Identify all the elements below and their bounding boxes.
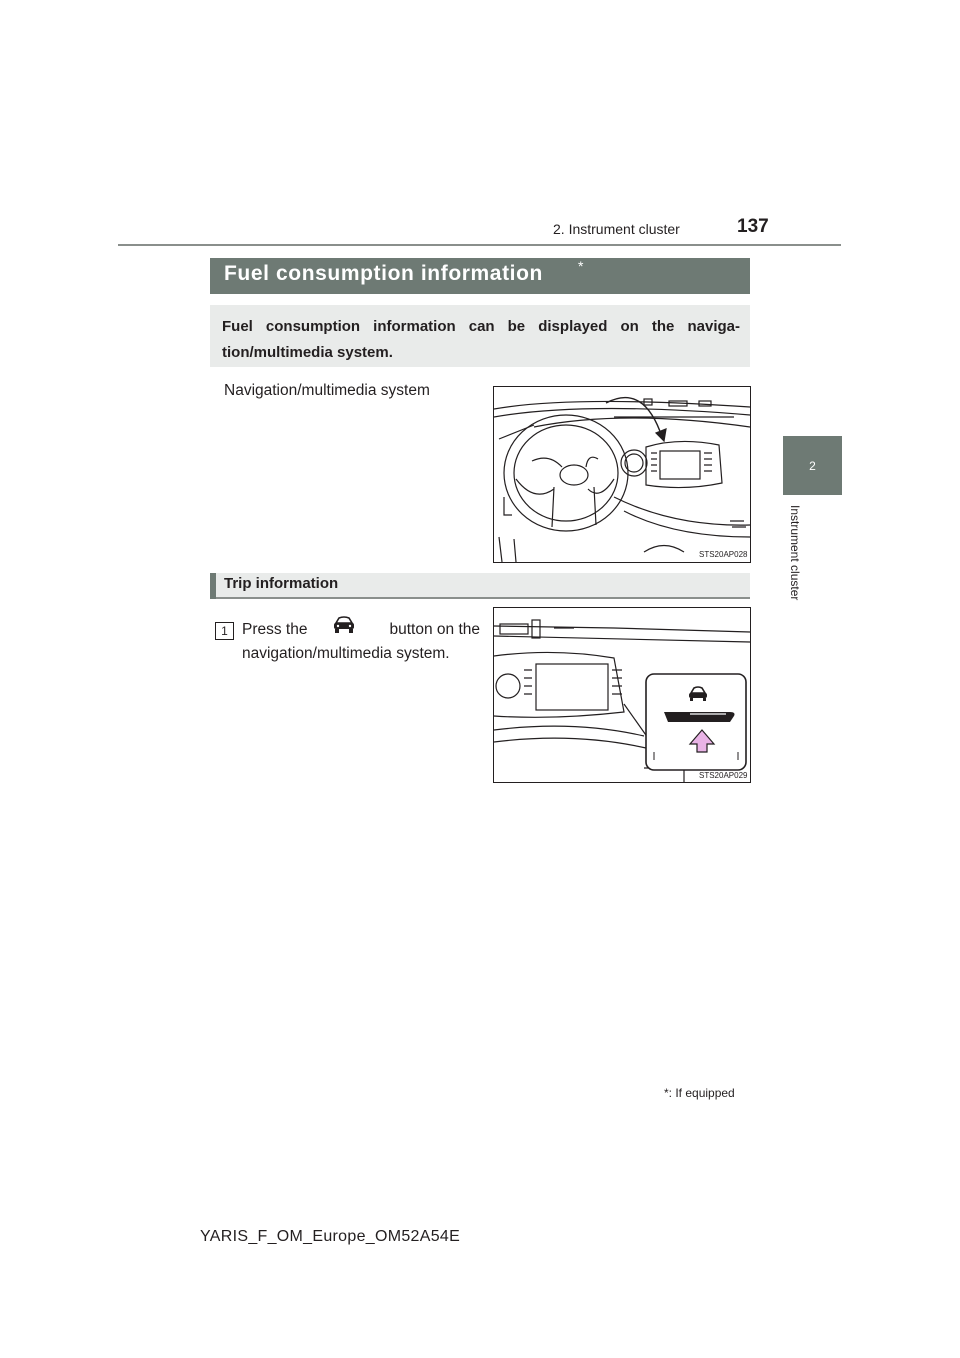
navigation-unit-illustration — [493, 607, 751, 783]
step-number: 1 — [215, 622, 234, 640]
step1-line2: navigation/multimedia system. — [242, 645, 450, 662]
chapter-label-text: Instrument cluster — [788, 505, 802, 601]
step1-text-after: button on the — [389, 621, 480, 638]
section-header: 2. Instrument cluster — [553, 221, 680, 237]
section-title-text: Fuel consumption information — [224, 262, 543, 285]
figure2-code: STS20AP029 — [699, 771, 748, 780]
page-number: 137 — [737, 216, 769, 237]
dashboard-illustration — [493, 386, 751, 563]
header-rule — [118, 244, 841, 246]
subsection-title-text: Trip information — [224, 575, 339, 592]
intro-box — [210, 305, 750, 367]
chapter-tab — [783, 436, 842, 495]
footnote: *: If equipped — [664, 1086, 735, 1100]
subsection-accent — [210, 573, 216, 599]
dashboard-drawing — [494, 387, 750, 562]
car-button-icon — [331, 615, 357, 635]
chapter-label — [786, 505, 802, 620]
chapter-number: 2 — [809, 458, 816, 473]
figure1-caption: Navigation/multimedia system — [224, 382, 430, 399]
step1-text-before: Press the — [242, 621, 308, 638]
if-equipped-asterisk: * — [578, 258, 584, 274]
figure1-code: STS20AP028 — [699, 550, 748, 559]
section-title — [210, 258, 750, 294]
subsection-title — [210, 573, 750, 599]
intro-text: Fuel consumption information can be displayed on the naviga-tion/multimedia system. — [222, 318, 740, 361]
document-code: YARIS_F_OM_Europe_OM52A54E — [200, 1228, 461, 1245]
navigation-unit-drawing — [494, 608, 750, 782]
